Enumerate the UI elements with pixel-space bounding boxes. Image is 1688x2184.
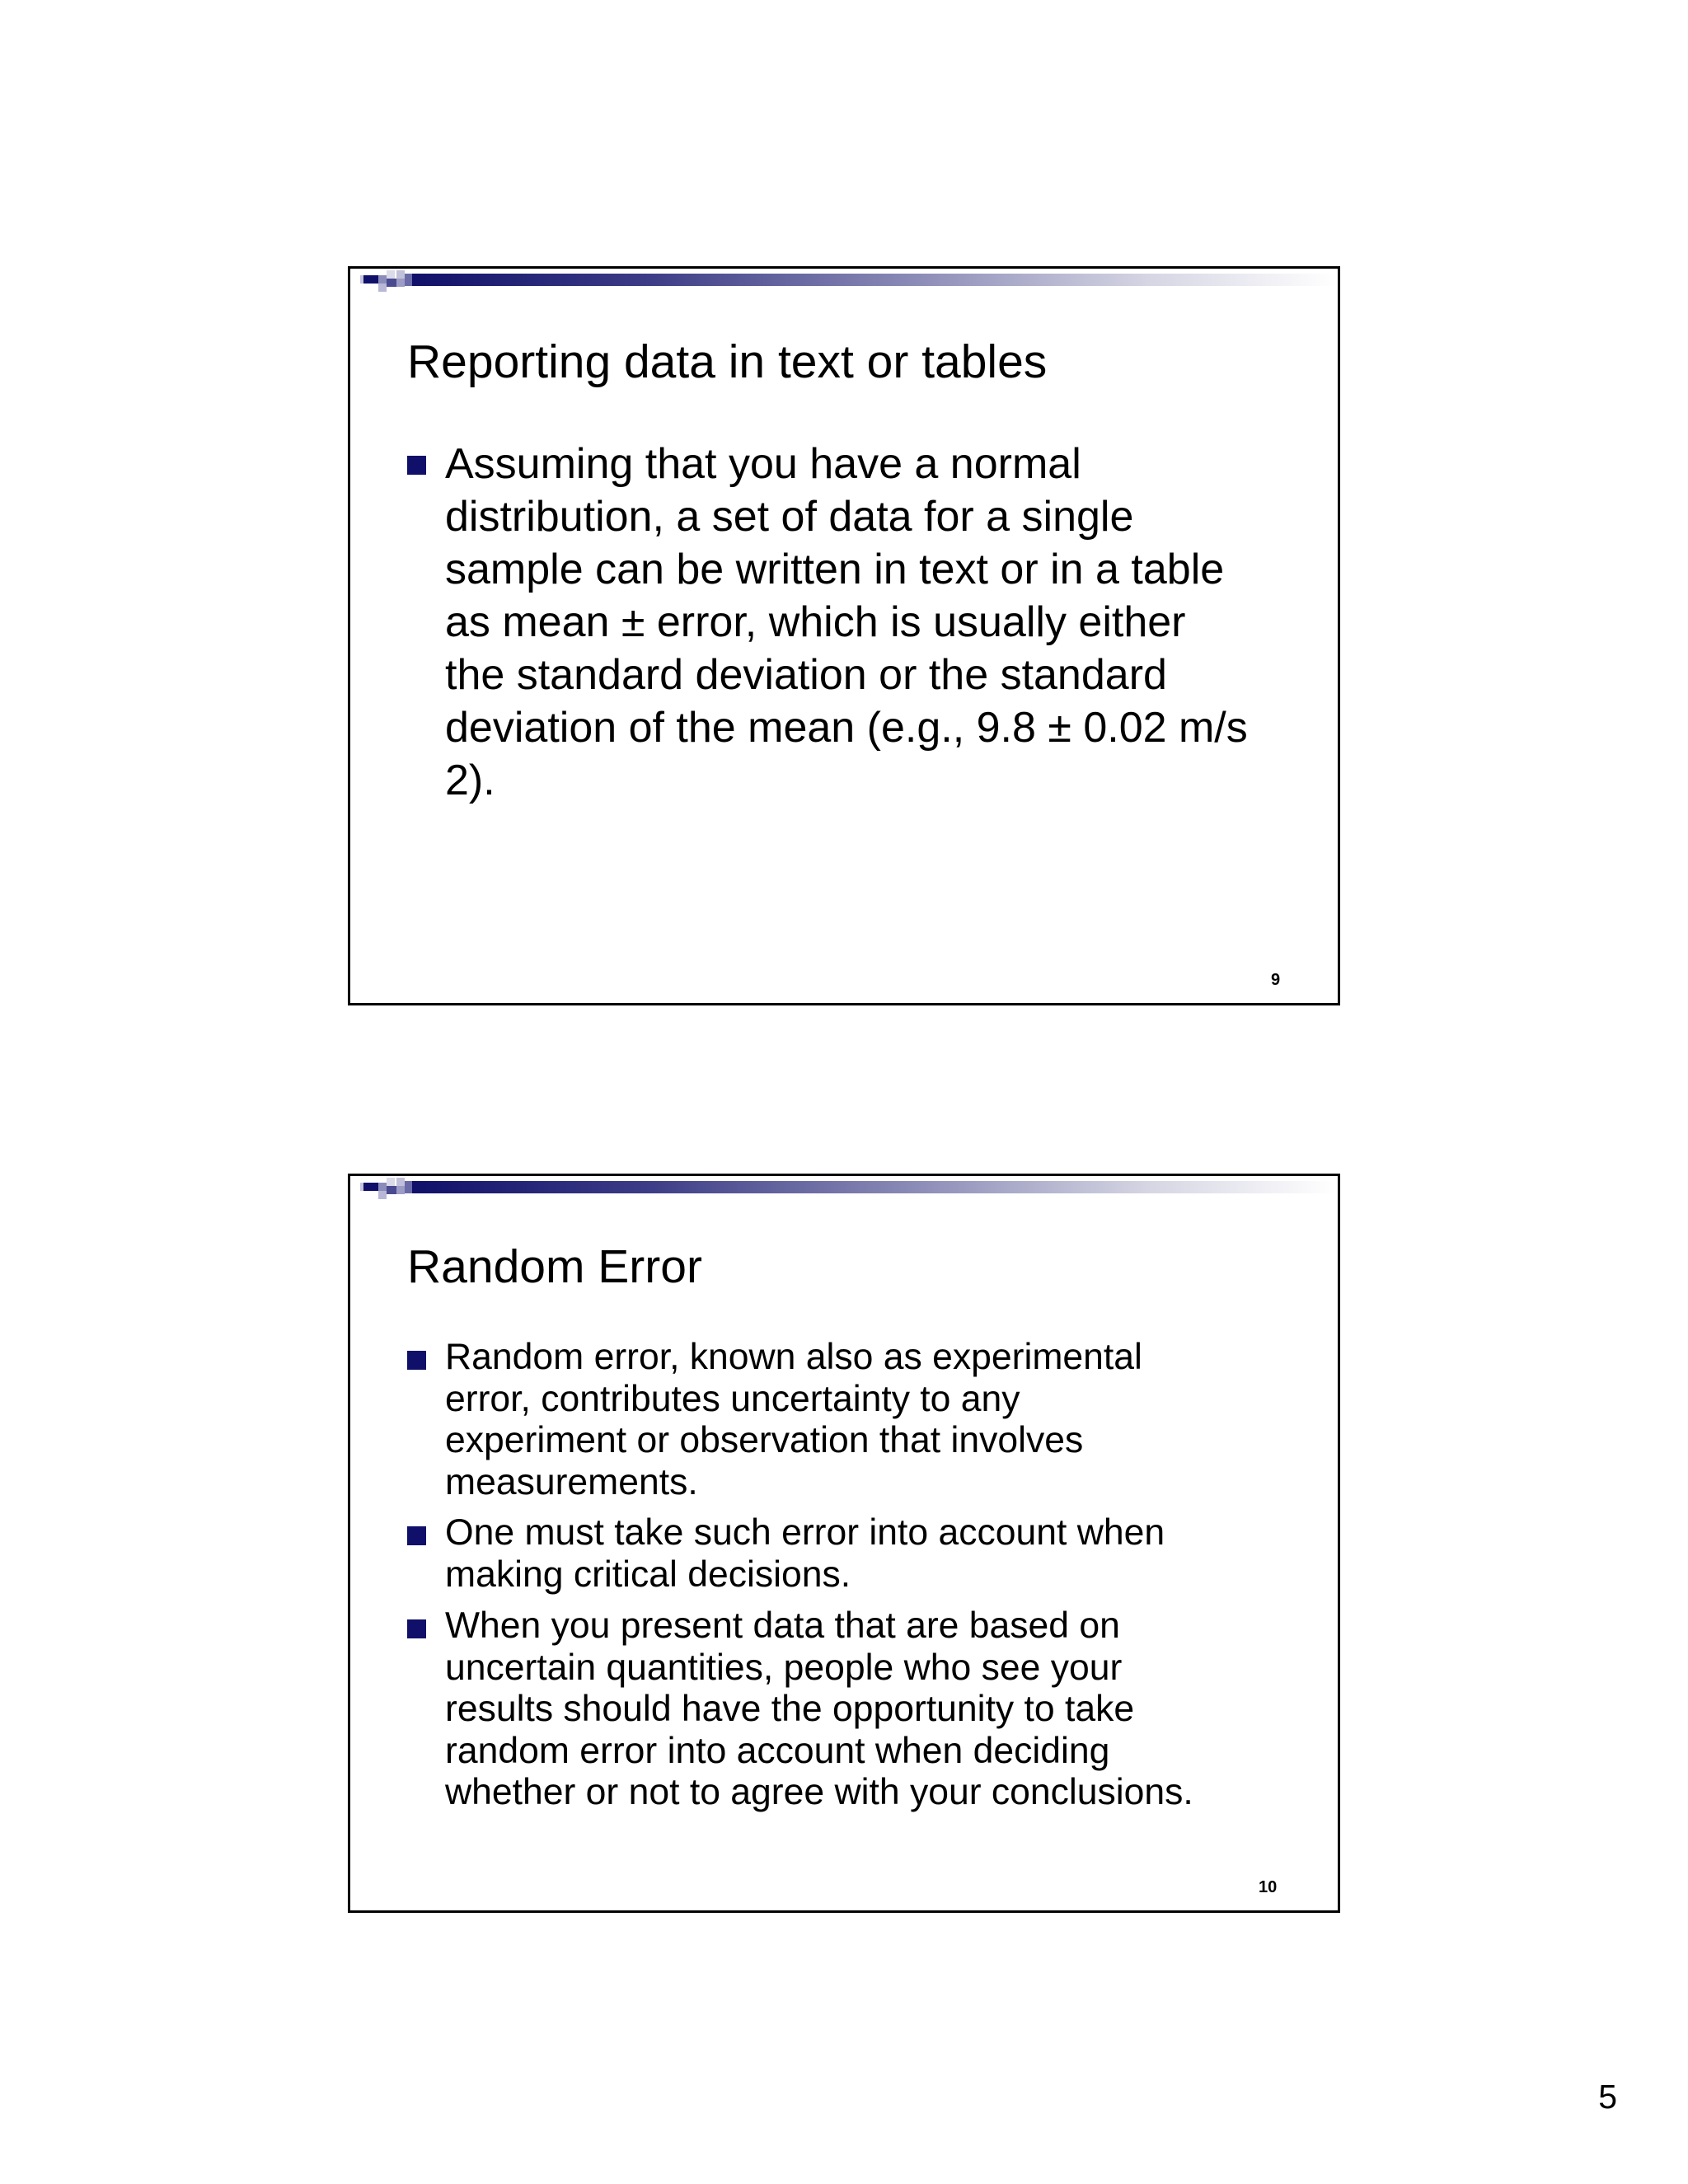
slide-number: 10 [1259, 1878, 1278, 1896]
bullet-line: the standard deviation or the standard [445, 651, 1167, 699]
slide-10 [348, 1174, 1340, 1913]
bullet-text [445, 1337, 1278, 1503]
bullet-line: Random error, known also as experimental [445, 1337, 1142, 1377]
slide-title: Reporting data in text or tables [407, 335, 1048, 388]
slide-9 [348, 266, 1340, 1005]
bullet-line: results should have the opportunity to take [445, 1689, 1135, 1729]
bullet-line: making critical decisions. [445, 1554, 851, 1595]
bullet-line: measurements. [445, 1461, 698, 1502]
bullet-line: One must take such error into account when [445, 1512, 1165, 1553]
header-gradient-bar [412, 274, 1336, 286]
bullet-line: deviation of the mean (e.g., 9.8 ± 0.02 m/s [445, 704, 1248, 752]
bullet-text [445, 438, 1278, 807]
page-number: 5 [1598, 2078, 1617, 2116]
bullet-line: Assuming that you have a normal [445, 440, 1081, 488]
slide-header-decoration [350, 269, 1340, 302]
bullet-line: When you present data that are based on [445, 1605, 1120, 1646]
slide-header-decoration [350, 1176, 1340, 1209]
bullet-text [445, 1605, 1278, 1814]
bullet-line: uncertain quantities, people who see your [445, 1647, 1123, 1688]
bullet-line: whether or not to agree with your conclusions. [445, 1772, 1193, 1812]
square-bullet-icon [407, 1619, 426, 1638]
square-bullet-icon [407, 1526, 426, 1545]
square-bullet-icon [407, 1351, 426, 1370]
bullet-line: as mean ± error, which is usually either [445, 598, 1186, 646]
square-bullet-icon [407, 456, 426, 475]
bullet-line: 2). [445, 757, 495, 804]
bullet-line: experiment or observation that involves [445, 1420, 1084, 1460]
header-gradient-bar [412, 1181, 1336, 1193]
slide-title: Random Error [407, 1240, 702, 1293]
bullet-line: distribution, a set of data for a single [445, 493, 1134, 541]
bullet-line: sample can be written in text or in a table [445, 546, 1225, 593]
bullet-text [445, 1512, 1278, 1596]
slide-number: 9 [1271, 971, 1281, 989]
bullet-line: random error into account when deciding [445, 1730, 1110, 1771]
bullet-line: error, contributes uncertainty to any [445, 1378, 1020, 1419]
